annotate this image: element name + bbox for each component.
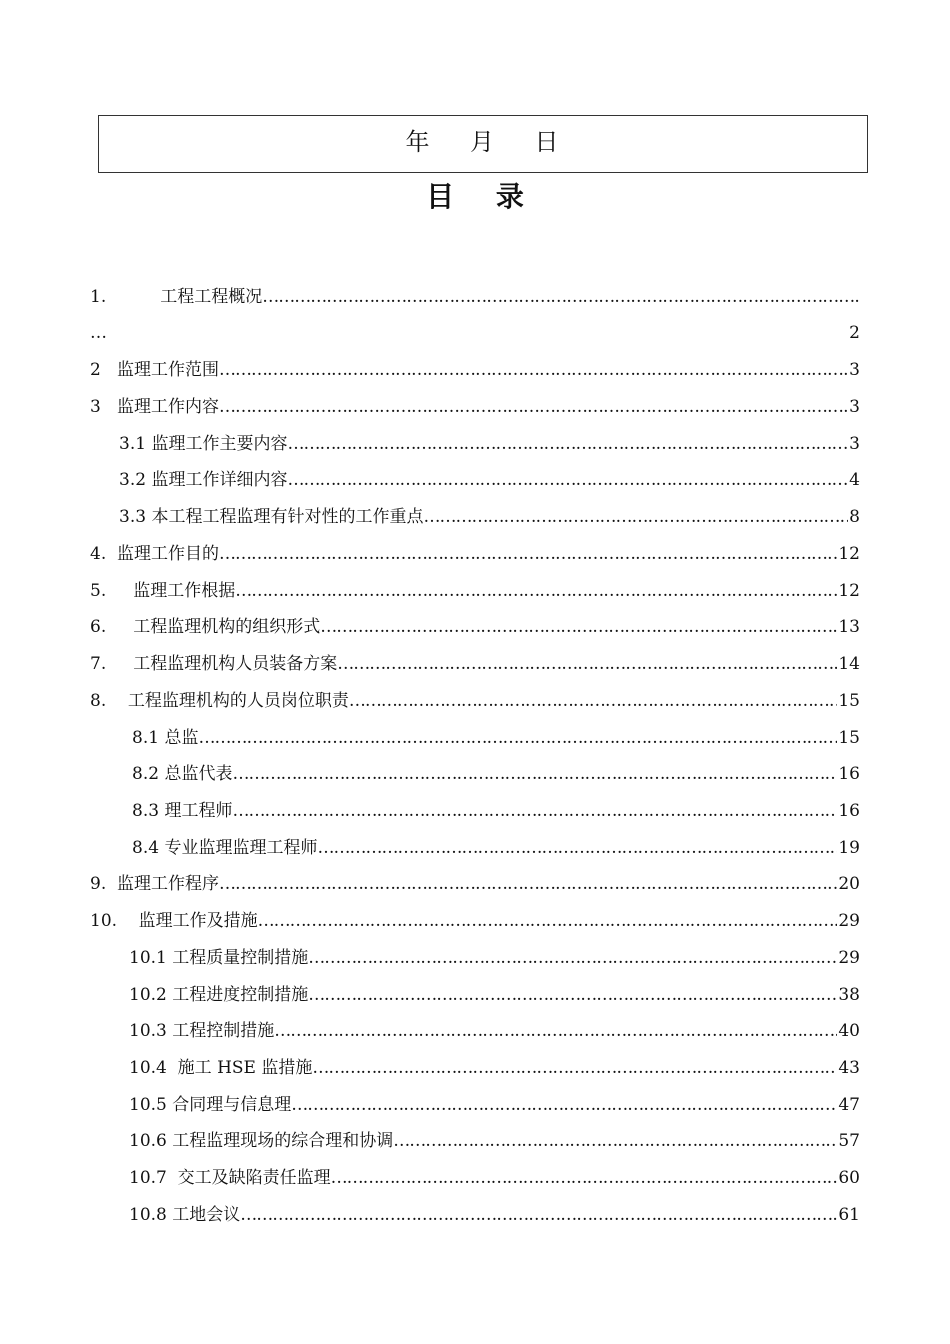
toc-leader-dots bbox=[287, 469, 848, 491]
toc-entry[interactable] bbox=[132, 837, 860, 859]
toc-entry-label: 8.3 理工程师 bbox=[132, 801, 233, 821]
toc-entry-label: 5. 监理工作根据 bbox=[90, 581, 236, 601]
toc-leader-dots bbox=[219, 359, 848, 381]
toc-entry-label: 10.7 交工及缺陷责任监理 bbox=[129, 1168, 331, 1188]
toc-entry-page: 19 bbox=[838, 838, 860, 858]
toc-entry-page: 8 bbox=[849, 507, 860, 527]
toc-leader-dots bbox=[274, 1020, 837, 1042]
toc-entry-label: 8. 工程监理机构的人员岗位职责 bbox=[90, 691, 349, 711]
toc-entry[interactable] bbox=[129, 1204, 860, 1226]
toc-entry[interactable] bbox=[90, 359, 860, 381]
toc-entry[interactable] bbox=[132, 800, 860, 822]
toc-entry[interactable] bbox=[90, 286, 860, 308]
toc-leader-dots bbox=[240, 1204, 837, 1226]
toc-entry-page: 60 bbox=[838, 1168, 860, 1188]
toc-entry-page: 14 bbox=[838, 654, 860, 674]
toc-entry-page: 29 bbox=[838, 911, 860, 931]
toc-entry[interactable] bbox=[132, 763, 860, 785]
page-title: 目 录 bbox=[426, 180, 540, 213]
toc-entry-page: 15 bbox=[838, 728, 860, 748]
toc-entry-page: 43 bbox=[838, 1058, 860, 1078]
toc-entry-label: 3 监理工作内容 bbox=[90, 397, 220, 417]
toc-leader-dots bbox=[219, 873, 837, 895]
toc-leader-dots bbox=[312, 1057, 837, 1079]
toc-entry-label: 6. 工程监理机构的组织形式 bbox=[90, 617, 321, 637]
toc-entry-page: 61 bbox=[838, 1205, 860, 1225]
toc-entry-label: 10.5 合同理与信息理 bbox=[129, 1095, 292, 1115]
toc-entry[interactable] bbox=[90, 873, 860, 895]
toc-leader-dots bbox=[308, 984, 837, 1006]
toc-entry[interactable] bbox=[119, 433, 860, 455]
toc-leader-dots bbox=[235, 580, 837, 602]
toc-entry[interactable] bbox=[90, 580, 860, 602]
toc-entry[interactable] bbox=[129, 1094, 860, 1116]
toc-entry-page: 16 bbox=[838, 801, 860, 821]
toc-entry-label: 3.1 监理工作主要内容 bbox=[119, 434, 288, 454]
toc-entry-page: 15 bbox=[838, 691, 860, 711]
toc-entry[interactable] bbox=[129, 947, 860, 969]
toc-entry-label: 8.1 总监 bbox=[132, 728, 199, 748]
toc-entry-page: 2 bbox=[849, 323, 860, 343]
toc-entry[interactable] bbox=[90, 543, 860, 565]
toc-entry-page: 3 bbox=[849, 360, 860, 380]
toc-entry[interactable] bbox=[129, 1167, 860, 1189]
toc-leader-dots bbox=[337, 653, 837, 675]
toc-leader-dots-wrap: … bbox=[90, 323, 107, 343]
toc-leader-dots bbox=[423, 506, 848, 528]
toc-leader-dots bbox=[320, 616, 837, 638]
toc-entry-page: 3 bbox=[849, 397, 860, 417]
toc-leader-dots bbox=[287, 433, 848, 455]
toc-entry-label: 10.8 工地会议 bbox=[129, 1205, 241, 1225]
toc-entry[interactable] bbox=[132, 727, 860, 749]
toc-entry-page: 29 bbox=[838, 948, 860, 968]
toc-entry-page: 20 bbox=[838, 874, 860, 894]
toc-entry-page: 4 bbox=[849, 470, 860, 490]
toc-entry-label: 7. 工程监理机构人员装备方案 bbox=[90, 654, 338, 674]
toc-entry-label: 10.1 工程质量控制措施 bbox=[129, 948, 309, 968]
toc-entry-page: 40 bbox=[838, 1021, 860, 1041]
toc-entry-label: 8.2 总监代表 bbox=[132, 764, 233, 784]
toc-entry-label: 3.2 监理工作详细内容 bbox=[119, 470, 288, 490]
toc-entry-label: 10. 监理工作及措施 bbox=[90, 911, 258, 931]
toc-entry[interactable] bbox=[129, 1130, 860, 1152]
toc-entry-label: 10.4 施工 HSE 监措施 bbox=[129, 1058, 313, 1078]
toc-leader-dots bbox=[198, 727, 837, 749]
toc-entry-label: 2 监理工作范围 bbox=[90, 360, 220, 380]
toc-leader-dots bbox=[258, 910, 838, 932]
toc-entry-page: 16 bbox=[838, 764, 860, 784]
toc-leader-dots bbox=[219, 396, 848, 418]
toc-entry-label: 3.3 本工程工程监理有针对性的工作重点 bbox=[119, 507, 424, 527]
toc-entry-label: 10.6 工程监理现场的综合理和协调 bbox=[129, 1131, 394, 1151]
toc-entry[interactable] bbox=[129, 984, 860, 1006]
toc-entry-label: 4. 监理工作目的 bbox=[90, 544, 220, 564]
toc-entry-page: 47 bbox=[838, 1095, 860, 1115]
toc-leader-dots bbox=[291, 1094, 837, 1116]
toc-entry[interactable] bbox=[90, 910, 860, 932]
toc-leader-dots bbox=[393, 1130, 837, 1152]
toc-entry[interactable] bbox=[90, 616, 860, 638]
toc-entry-page: 57 bbox=[838, 1131, 860, 1151]
toc-entry-page: 13 bbox=[838, 617, 860, 637]
toc-entry[interactable] bbox=[129, 1020, 860, 1042]
toc-entry[interactable] bbox=[90, 653, 860, 675]
toc-leader-dots bbox=[219, 543, 837, 565]
toc-leader-dots bbox=[308, 947, 837, 969]
toc-entry-page: 38 bbox=[838, 985, 860, 1005]
date-line: 年 月 日 bbox=[405, 128, 561, 156]
toc-entry-label: 9. 监理工作程序 bbox=[90, 874, 220, 894]
date-box bbox=[98, 115, 868, 173]
toc-entry[interactable] bbox=[119, 506, 860, 528]
toc-leader-dots bbox=[262, 286, 860, 308]
toc-leader-dots bbox=[349, 690, 838, 712]
toc-leader-dots bbox=[232, 800, 837, 822]
toc-entry-page: 12 bbox=[838, 544, 860, 564]
toc-entry-label: 8.4 专业监理监理工程师 bbox=[132, 838, 318, 858]
toc-entry-label: 10.3 工程控制措施 bbox=[129, 1021, 275, 1041]
toc-entry-page: 12 bbox=[838, 581, 860, 601]
toc-entry-label: 10.2 工程进度控制措施 bbox=[129, 985, 309, 1005]
toc-leader-dots bbox=[331, 1167, 838, 1189]
toc-entry-label: 1. 工程工程概况 bbox=[90, 287, 263, 307]
toc-entry[interactable] bbox=[90, 690, 860, 712]
toc-leader-dots bbox=[317, 837, 837, 859]
toc-entry-page: 3 bbox=[849, 434, 860, 454]
toc-entry[interactable] bbox=[90, 396, 860, 418]
toc-entry[interactable] bbox=[119, 469, 860, 491]
toc-leader-dots bbox=[232, 763, 837, 785]
toc-entry[interactable] bbox=[129, 1057, 860, 1079]
